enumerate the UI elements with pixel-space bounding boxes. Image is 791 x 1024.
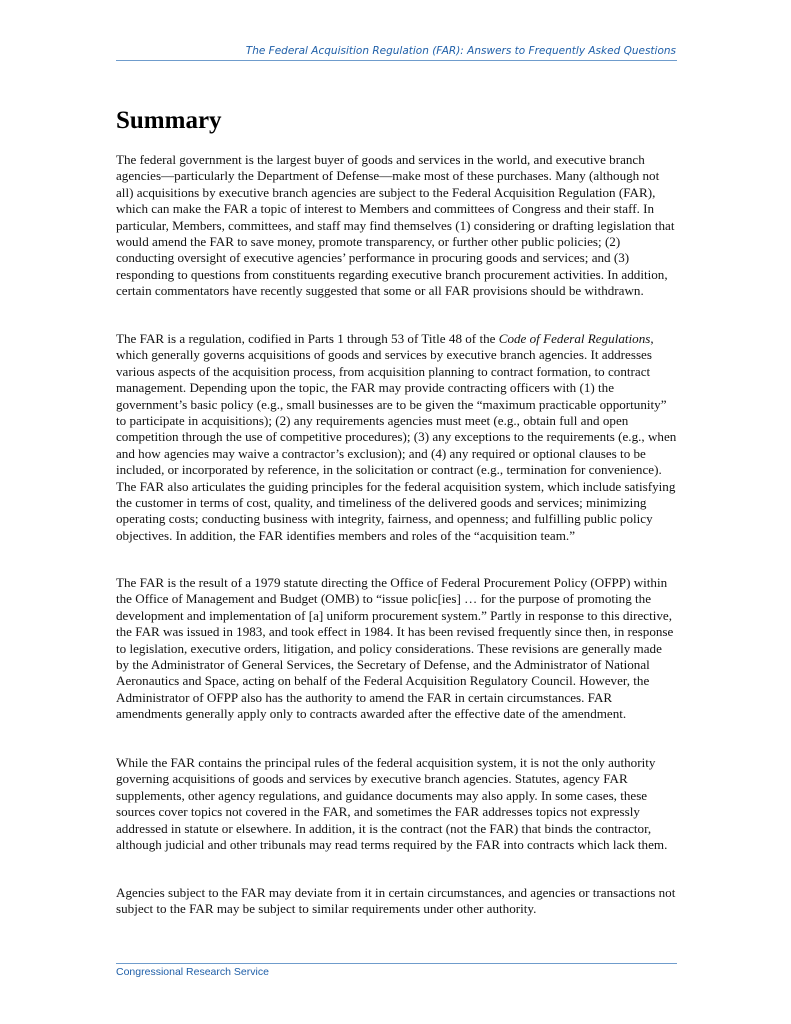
- summary-paragraph-1: The federal government is the largest buyer of goods and services in the world, and executive branch agencies—particularly the Department of Defense—make most of these purchases. Many (although not all) acquisitions by executive branch agencies are subject to the Federal Acquisition Regulation (FAR), which can make the FAR a topic of interest to Members and committees of Congress and their staff. In particular, Members, committees, and staff may find themselves (1) considering or drafting legislation that would amend the FAR to save money, promote transparency, or further other public policies; (2) conducting oversight of executive agencies’ performance in procuring goods and services; and (3) responding to questions from constituents regarding executive branch procurement activities. In addition, certain commentators have recently suggested that some or all FAR provisions should be withdrawn.: [116, 152, 675, 299]
- footer-publisher: Congressional Research Service: [116, 966, 269, 978]
- header-divider: [116, 60, 677, 61]
- footer-divider: [116, 963, 677, 964]
- page-title: Summary: [116, 107, 222, 134]
- summary-paragraph-4: While the FAR contains the principal rules of the federal acquisition system, it is not the only authority governing acquisitions of goods and services by executive branch agencies. Statutes, agency FAR supplements, other agency regulations, and guidance documents may also apply. In some cases, these sources cover topics not covered in the FAR, and sometimes the FAR addresses topics not expressly addressed in statute or elsewhere. In addition, it is the contract (not the FAR) that binds the contractor, although judicial and other tribunals may read terms required by the FAR into contracts which lack them.: [116, 755, 668, 853]
- paragraph-2-intro: The FAR is a regulation, codified in Parts 1 through 53 of Title 48 of the: [116, 331, 499, 346]
- summary-paragraph-5: Agencies subject to the FAR may deviate from it in certain circumstances, and agencies or transactions not subject to the FAR may be subject to similar requirements under other authority.: [116, 885, 676, 917]
- running-header-title: The Federal Acquisition Regulation (FAR): Answers to Frequently Asked Questions: [245, 45, 676, 57]
- cfr-title-italic: Code of Federal Regulations: [498, 331, 651, 346]
- summary-paragraph-3: The FAR is the result of a 1979 statute directing the Office of Federal Procurement Policy (OFPP) within the Office of Management and Budget (OMB) to “issue polic[ies] … for the purpose of promoting the development and implementation of [a] uniform procurement system.” Partly in response to this directive, the FAR was issued in 1983, and took effect in 1984. It has been revised frequently since then, in response to legislation, executive orders, litigation, and policy considerations. These revisions are generally made by the Administrator of General Services, the Secretary of Defense, and the Administrator of National Aeronautics and Space, acting on behalf of the Federal Acquisition Regulatory Council. However, the Administrator of OFPP also has the authority to amend the FAR in certain circumstances. FAR amendments generally apply only to contracts awarded after the effective date of the amendment.: [116, 575, 674, 722]
- paragraph-2-body: , which generally governs acquisitions of goods and services by executive branch agencies. It addresses various aspects of the acquisition process, from acquisition planning to contract formation, to contract management. Depending upon the topic, the FAR may provide contracting officers with (1) the government’s basic policy (e.g., small businesses are to be given the “maximum practicable opportunity” to participate in acquisitions); (2) any requirements agencies must meet (e.g., obtain full and open competition through the use of competitive procedures); (3) any exceptions to the requirements (e.g., when and how agencies may waive a contractor’s exclusion); and (4) any required or optional clauses to be included, or incorporated by reference, in the solicitation or contract (e.g., termination for convenience). The FAR also articulates the guiding principles for the federal acquisition system, which include satisfying the customer in terms of cost, quality, and timeliness of the delivered goods and services; minimizing operating costs; conducting business with integrity, fairness, and openness; and fulfilling public policy objectives. In addition, the FAR identifies members and roles of the “acquisition team.”: [116, 331, 677, 543]
- summary-paragraph-2: [116, 331, 678, 544]
